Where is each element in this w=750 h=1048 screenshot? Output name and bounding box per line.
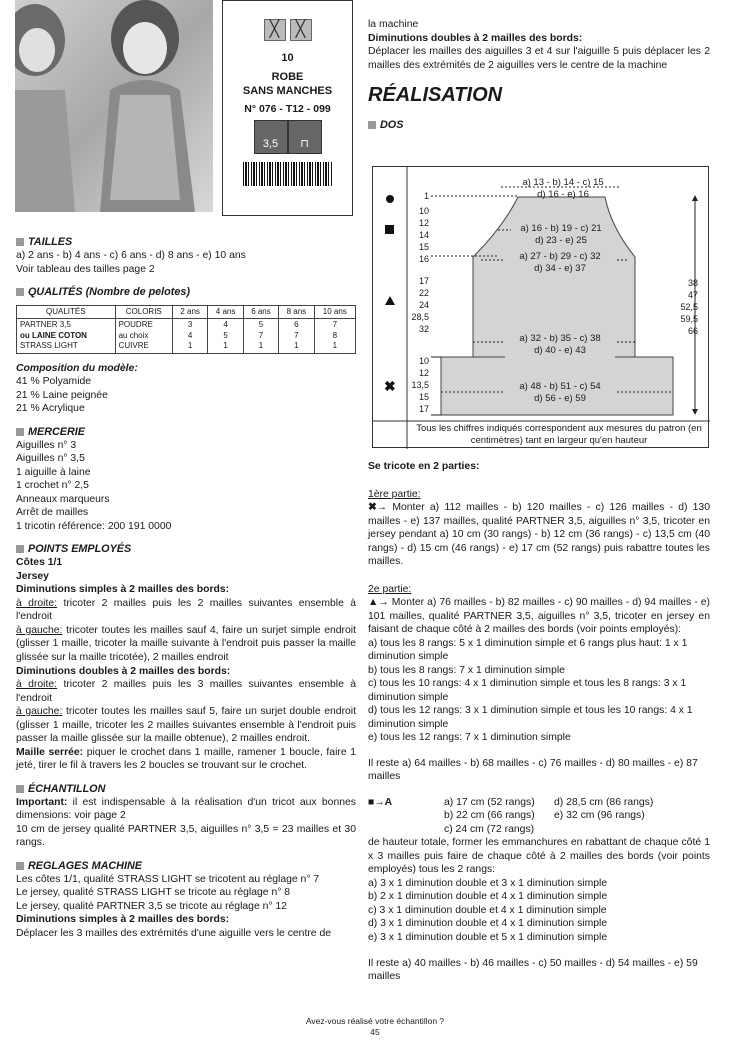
emmanchure-step: a) 3 x 1 diminution double et 3 x 1 diminution simple [368,877,608,889]
table-header: 2 ans [172,306,207,319]
table-cell: 4 5 1 [208,319,243,353]
dim-simple-heading: Diminutions simples à 2 mailles des bords: [16,584,230,596]
partie1-title: 1ère partie: [368,488,421,500]
measure-chest: a) 27 - b) 29 - c) 32 d) 34 - e) 37 [505,251,615,276]
dim-simple-droite: à droite: tricoter 2 mailles puis les 2 mailles suivantes ensemble à l'endroit [16,597,357,623]
measure-waist: a) 32 - b) 35 - c) 38 d) 40 - e) 43 [505,333,615,358]
right-column-bottom [368,460,710,984]
important-note: Important: il est indispensable à la réalisation d'un tricot aux bonnes dimensions: voir page 2 [16,796,356,822]
mercerie-item: 1 crochet n° 2,5 [16,480,89,492]
table-header: QUALITÉS [17,306,116,319]
model-card [222,0,353,216]
realisation-heading: RÉALISATION [368,84,503,107]
tailles-sizes: a) 2 ans - b) 4 ans - c) 6 ans - d) 8 ans - e) 10 ans [16,250,246,262]
dim-double-droite: à droite: tricoter 2 mailles puis les 3 mailles suivantes ensemble à l'endroit [16,679,357,704]
right-column-top [368,18,710,132]
reste-1: Il reste a) 64 mailles - b) 68 mailles - c) 76 mailles - d) 80 mailles - e) 87 mailles [368,757,698,783]
mercerie-heading: MERCERIE [16,425,356,439]
height-row-2: b) 22 cm (66 rangs) e) 32 cm (96 rangs) [444,810,645,822]
left-column [16,226,356,940]
dim-double-gauche: à gauche: tricoter toutes les mailles sauf 5, faire un surjet double endroit (glisser 1 maille, tricoter les 2 mailles suivantes ensemble à l'endroit puis passer la maille glissée sur la maille obtenue), 2 mailles endroit. [16,706,356,745]
table-cell: 3 4 1 [172,319,207,353]
reglage-dim-heading: Diminutions simples à 2 mailles des bords: [16,914,230,926]
measure-shoulder: a) 16 - b) 19 - c) 21 d) 23 - e) 25 [511,223,611,248]
dim-simple-gauche: à gauche: tricoter toutes les mailles sauf 4, faire un surjet simple endroit (glisser 1 maille, tricoter la maille suivante à l'endroit puis passer la maille glissée sur la maille tricotée), 2 mailles endroit [16,624,356,663]
points-heading: POINTS EMPLOYÉS [16,542,356,556]
height-row-3: c) 24 cm (72 rangs) [444,823,535,835]
partie2-step: d) tous les 12 rangs: 3 x 1 diminution simple et tous les 10 rangs: 4 x 1 diminution simple [368,705,693,730]
model-photo [15,0,213,212]
composition-line: 41 % Polyamide [16,376,92,388]
reste-2: Il reste a) 40 mailles - b) 46 mailles - c) 50 mailles - d) 54 mailles - e) 59 mailles [368,957,698,983]
echantillon-text: 10 cm de jersey qualité PARTNER 3,5, aiguilles n° 3,5 = 23 mailles et 30 rangs. [16,823,356,849]
dim-double-machine-text: Déplacer les mailles des aiguilles 3 et 4 sur l'aiguille 5 puis déplacer les 2 mailles des extrémités de 2 aiguilles vers le centre de la machine [368,46,710,71]
table-header: 8 ans [279,306,314,319]
dim-double-machine-heading: Diminutions doubles à 2 mailles des bords: [368,32,583,44]
qualites-heading: QUALITÉS (Nombre de pelotes) [16,285,356,299]
reglages-heading: REGLAGES MACHINE [16,859,356,873]
model-title: ROBE SANS MANCHES [242,71,333,98]
deux-parties: Se tricote en 2 parties: [368,461,480,472]
total-heights: 38 47 52,5 59,5 66 [680,278,698,336]
partie2-step: b) tous les 8 rangs: 7 x 1 diminution simple [368,664,565,676]
measure-bottom: a) 48 - b) 51 - c) 54 d) 56 - e) 59 [505,381,615,406]
partie2-step: c) tous les 10 rangs: 4 x 1 diminution simple et tous les 8 rangs: 3 x 1 diminution simple [368,678,687,703]
mercerie-item: Aiguilles n° 3 [16,439,77,451]
table-cell: 5 7 1 [243,319,278,353]
model-reference: N° 076 - T12 - 099 [244,102,331,115]
qualites-table [16,305,356,354]
dos-heading: DOS [368,118,710,132]
mercerie-item: Arrêt de mailles [16,507,89,519]
partie2-text: ▲→ Monter a) 76 mailles - b) 82 mailles - c) 90 mailles - d) 94 mailles - e) 101 mailles, qualité PARTNER 3,5, aiguilles n° 3,5, tricoter en jersey en faisant de chaque côté à 2 mailles des bords (voir points employés): [368,597,711,636]
row-group-1: 1 [423,191,429,201]
measure-neck: a) 13 - b) 14 - c) 15 d) 16 - e) 16 [522,177,604,201]
mercerie-item: Anneaux marqueurs [16,493,110,505]
jersey-label: Jersey [16,570,49,582]
row-group-4: 10 12 13,5 15 17 [411,356,429,414]
partie2-title: 2e partie: [368,583,412,595]
partie2-step: e) tous les 12 rangs: 7 x 1 diminution simple [368,732,571,744]
page-number: 45 [370,1026,380,1037]
row-group-3: 17 22 24 28,5 32 [411,276,429,334]
model-number: 10 [281,52,294,64]
footer-question: Avez-vous réalisé votre échantillon ? [305,1016,445,1026]
schema-caption: Tous les chiffres indiqués correspondent aux mesures du patron (en centimètres) tant en largeur qu'en hauteur [416,423,702,446]
table-cell-qualite: PARTNER 3,5 ou LAINE COTON STRASS LIGHT [17,319,116,353]
partie1-text: ✖→ Monter a) 112 mailles - b) 120 mailles - c) 126 mailles - d) 130 mailles - e) 137 mailles, qualité PARTNER 3,5, aiguilles n° 3,5, tricoter en jersey pendant a) 10 cm (30 rangs) - b) 12 cm (36 rangs) - c) 13,5 cm (40 rangs) - d) 15 cm (46 rangs) - e) 17 cm (52 rangs) puis rabattre toutes les mailles. [368,502,710,568]
reglage-line: Le jersey, qualité STRASS LIGHT se tricote au réglage n° 8 [16,887,291,899]
barcode [243,162,333,186]
group-square-icon [385,225,394,234]
mercerie-item: 1 tricotin référence: 200 191 0000 [16,520,172,532]
dim-double-heading: Diminutions doubles à 2 mailles des bords: [16,665,231,677]
table-cell-coloris: POUDRE au choix CUIVRE [115,319,172,353]
emmanchure-step: d) 3 x 1 diminution double et 4 x 1 diminution simple [368,918,608,930]
group-circle-icon [386,195,394,203]
table-header: 4 ans [208,306,243,319]
children-photo-illustration [15,0,213,212]
table-cell: 6 7 1 [279,319,314,353]
emmanchure-step: e) 3 x 1 diminution double et 5 x 1 diminution simple [368,931,608,943]
reglage-line: Le jersey, qualité PARTNER 3,5 se tricote au réglage n° 12 [16,900,287,912]
composition-heading: Composition du modèle: [16,362,138,374]
dos-schema [372,166,709,448]
tailles-heading: TAILLES [16,235,356,249]
group-cross-icon: ✖ [384,378,396,394]
continuation-text: la machine [368,19,419,30]
partie2-step: a) tous les 8 rangs: 5 x 1 diminution simple et 6 rangs plus haut: 1 x 1 diminution simple [368,637,688,663]
machine-icon: ⊓ [288,120,322,154]
composition-line: 21 % Laine peignée [16,389,108,401]
emmanchure-step: c) 3 x 1 diminution double et 4 x 1 diminution simple [368,904,607,916]
mercerie-item: Aiguilles n° 3,5 [16,453,85,465]
table-header: 6 ans [243,306,278,319]
height-row-1: ■→A a) 17 cm (52 rangs) d) 28,5 cm (86 rangs) [368,796,654,808]
reglage-dim-text: Déplacer les 3 mailles des extrémités d'une aiguille vers le centre de [16,927,332,939]
mercerie-item: 1 aiguille à laine [16,466,91,478]
tailles-note: Voir tableau des tailles page 2 [16,263,155,275]
echantillon-heading: ÉCHANTILLON [16,782,356,796]
needle-size-icon: 3,5 [254,120,288,154]
composition-line: 21 % Acrylique [16,403,85,415]
group-triangle-icon [385,296,395,305]
maille-serree: Maille serrée: piquer le crochet dans 1 maille, ramener 1 boucle, faire 1 jeté, tirer le fil à travers les 2 boucles se trouvant sur le crochet. [16,746,356,772]
row-group-2: 10 12 14 15 16 [418,206,429,264]
emmanchure-step: b) 2 x 1 diminution double et 4 x 1 diminution simple [368,891,608,903]
table-header: COLORIS [115,306,172,319]
table-cell: 7 8 1 [314,319,355,353]
page-footer [0,1016,750,1037]
needles-icon: ╳ ╳ [223,19,352,41]
emmanchures-text: de hauteur totale, former les emmanchures en rabattant de chaque côté 1 x 3 mailles puis faire de chaque côté à 2 mailles des bords (voir points employés) tous les 2 rangs: [368,837,710,876]
cotes-label: Côtes 1/1 [16,557,63,569]
table-header: 10 ans [314,306,355,319]
reglage-line: Les côtes 1/1, qualité STRASS LIGHT se tricotent au réglage n° 7 [16,873,320,885]
gauge-icons [223,120,352,154]
